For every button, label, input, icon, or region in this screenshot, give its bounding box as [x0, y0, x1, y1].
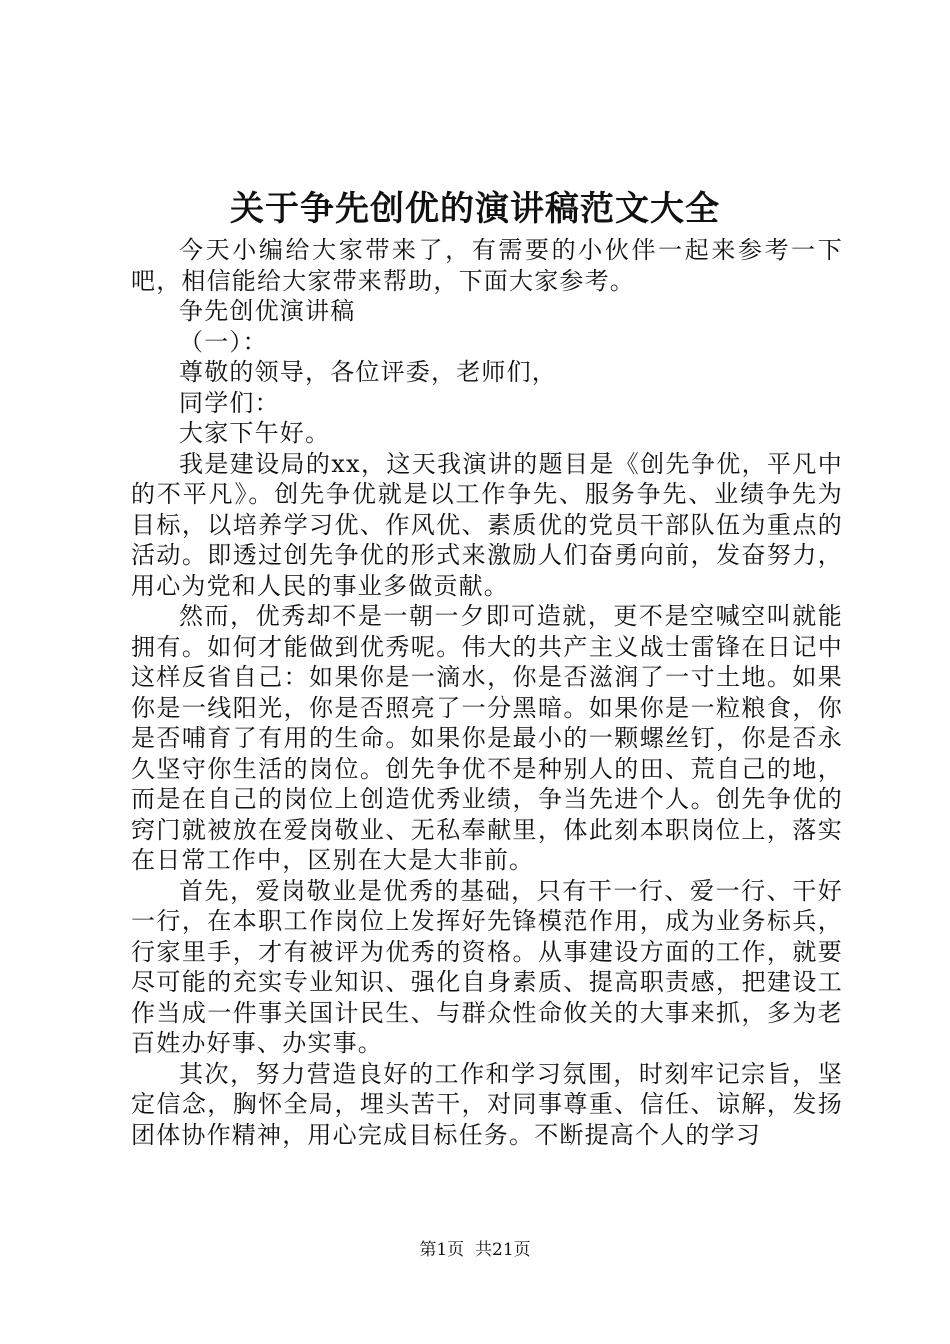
paragraph-intro: 今天小编给大家带来了，有需要的小伙伴一起来参考一下吧，相信能给大家带来帮助，下面大家参考。	[131, 236, 843, 295]
paragraph-subtitle: 争先创优演讲稿	[179, 297, 356, 325]
page-number: 第1页	[419, 1240, 465, 1260]
paragraph-body-2: 然而，优秀却不是一朝一夕即可造就，更不是空喊空叫就能拥有。如何才能做到优秀呢。伟大的共产主义战士雷锋在日记中这样反省自己：如果你是一滴水，你是否滋润了一寸土地。如果你是一线阳光，你是否照亮了一分黑暗。如果你是一粒粮食，你是否哺育了有用的生命。如果你是最小的一颗螺丝钉，你是否永久坚守你生活的岗位。创先争优不是种别人的田、荒自己的地，而是在自己的岗位上创造优秀业绩，争当先进个人。创先争优的窍门就被放在爱岗敬业、无私奉献里，体此刻本职岗位上，落实在日常工作中，区别在大是大非前。	[131, 602, 843, 874]
paragraph-body-3: 首先，爱岗敬业是优秀的基础，只有干一行、爱一行、干好一行，在本职工作岗位上发挥好先锋模范作用，成为业务标兵，行家里手，才有被评为优秀的资格。从事建设方面的工作，就要尽可能的充实专业知识、强化自身素质、提高职责感，把建设工作当成一件事关国计民生、与群众性命攸关的大事来抓，多为老百姓办好事、办实事。	[131, 876, 843, 1057]
document-title: 关于争先创优的演讲稿范文大全	[230, 189, 720, 229]
page-total: 共21页	[475, 1240, 531, 1260]
paragraph-salutation-students: 同学们：	[179, 388, 280, 417]
paragraph-greeting: 大家下午好。	[179, 419, 331, 447]
paragraph-body-4: 其次，努力营造良好的工作和学习氛围，时刻牢记宗旨，坚定信念，胸怀全局，埋头苦干，对同事尊重、信任、谅解，发扬团体协作精神，用心完成目标任务。不断提高个人的学习	[131, 1059, 843, 1149]
page-footer	[0, 1238, 950, 1262]
paragraph-section-marker: （一）：	[179, 327, 268, 356]
document-body	[131, 235, 843, 1150]
paragraph-body-1: 我是建设局的xx，这天我演讲的题目是《创先争优，平凡中的不平凡》。创先争优就是以工作争先、服务争先、业绩争先为目标，以培养学习优、作风优、素质优的党员干部队伍为重点的活动。即透过创先争优的形式来激励人们奋勇向前，发奋努力，用心为党和人民的事业多做贡献。	[131, 449, 843, 600]
paragraph-salutation: 尊敬的领导，各位评委，老师们，	[179, 358, 557, 386]
